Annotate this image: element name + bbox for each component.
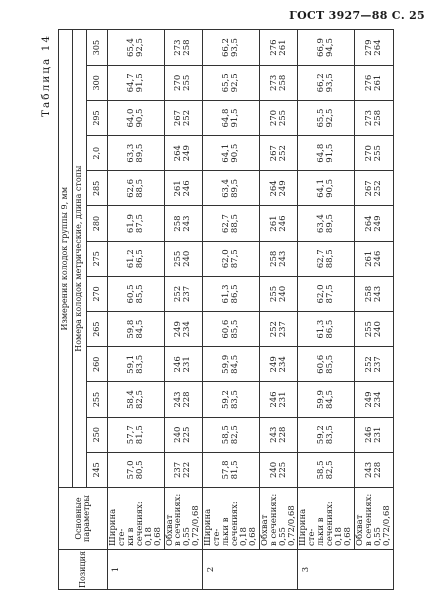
value: 225 — [182, 426, 193, 443]
table-row — [259, 30, 298, 590]
value-cell — [298, 347, 355, 382]
value: 84,5 — [229, 354, 240, 374]
value: 276 — [363, 74, 374, 91]
value: 62,7 — [316, 249, 327, 269]
value-cell — [298, 417, 355, 452]
value-cell — [164, 206, 203, 241]
param-line: 0,68 — [343, 527, 354, 546]
value-cell — [259, 417, 298, 452]
value-cell — [354, 30, 393, 65]
value: 255 — [173, 250, 184, 267]
value: 261 — [372, 74, 383, 91]
value: 92,5 — [325, 108, 336, 128]
param-line: Ширина сте- — [298, 508, 318, 546]
value: 63,4 — [316, 214, 327, 234]
value: 270 — [363, 145, 374, 162]
value-cell — [164, 312, 203, 347]
param-line: льки в сечениях: — [316, 501, 336, 546]
page-header: ГОСТ 3927—88 С. 25 — [289, 9, 425, 22]
value: 83,5 — [134, 354, 145, 374]
size-header: 300 — [87, 65, 108, 100]
value: 64,8 — [316, 143, 327, 163]
value: 240 — [268, 461, 279, 479]
value-cell — [164, 452, 203, 487]
value-cell — [298, 206, 355, 241]
value: 246 — [363, 426, 374, 443]
value: 90,5 — [325, 178, 336, 198]
value: 246 — [372, 250, 383, 267]
size-header: 275 — [87, 241, 108, 276]
value-cell — [164, 241, 203, 276]
param-line: 0,55 — [182, 527, 193, 546]
value: 63,4 — [221, 178, 232, 198]
value: 249 — [268, 356, 279, 373]
value-cell — [203, 171, 260, 206]
value-cell — [203, 136, 260, 171]
value-cell — [259, 206, 298, 241]
value: 243 — [277, 250, 288, 267]
value-cell — [203, 30, 260, 65]
value: 61,3 — [316, 319, 327, 339]
value-cell — [203, 347, 260, 382]
rotated-table-area — [40, 30, 392, 590]
param-line: 0,72/0,68 — [381, 505, 392, 546]
param-cell — [259, 488, 298, 550]
col-item-header: Позиция — [59, 550, 108, 590]
value: 87,5 — [229, 249, 240, 269]
value: 84,5 — [134, 319, 145, 339]
value: 86,5 — [134, 249, 145, 269]
value: 264 — [363, 215, 374, 232]
item-number: 1 — [108, 550, 203, 590]
value: 64,0 — [125, 108, 136, 128]
value: 57,7 — [125, 425, 136, 445]
value-cell — [108, 206, 165, 241]
value: 89,5 — [229, 178, 240, 198]
value-cell — [354, 136, 393, 171]
value: 252 — [182, 109, 193, 127]
param-cell — [108, 488, 165, 550]
value: 82,5 — [134, 390, 145, 409]
value-cell — [164, 276, 203, 311]
value: 234 — [372, 391, 383, 408]
value: 83,5 — [229, 390, 240, 409]
value: 89,5 — [325, 214, 336, 234]
value-cell — [108, 276, 165, 311]
value: 65,5 — [316, 108, 327, 128]
value: 85,5 — [325, 354, 336, 374]
value: 243 — [268, 426, 279, 443]
param-line: 0,68 — [152, 527, 163, 546]
value-cell — [164, 347, 203, 382]
value: 225 — [277, 461, 288, 479]
value: 59,8 — [125, 319, 136, 339]
param-line: Обхват — [164, 514, 175, 546]
value: 90,5 — [229, 143, 240, 163]
value-cell — [259, 30, 298, 65]
param-line: 0,55 — [372, 527, 383, 546]
value: 249 — [372, 215, 383, 232]
value-cell — [259, 65, 298, 100]
data-table — [58, 29, 394, 590]
value: 279 — [363, 39, 374, 56]
param-cell — [354, 488, 393, 550]
value-cell — [164, 30, 203, 65]
value-cell — [164, 417, 203, 452]
value-cell — [203, 65, 260, 100]
value: 243 — [182, 215, 193, 232]
value: 82,5 — [325, 460, 336, 480]
value: 66,2 — [221, 38, 232, 58]
value: 58,5 — [221, 425, 232, 445]
value: 92,5 — [229, 73, 240, 93]
value: 64,8 — [221, 108, 232, 128]
value-cell — [259, 382, 298, 417]
size-header: 250 — [87, 417, 108, 452]
value-cell — [298, 312, 355, 347]
value: 59,2 — [316, 425, 327, 445]
value-cell — [203, 241, 260, 276]
value-cell — [259, 452, 298, 487]
value-cell — [108, 100, 165, 135]
value: 82,5 — [229, 425, 240, 445]
value: 66,2 — [316, 73, 327, 93]
value: 231 — [277, 391, 288, 408]
value: 252 — [363, 356, 374, 373]
item-number: 3 — [298, 550, 393, 590]
value-cell — [108, 382, 165, 417]
value-cell — [203, 452, 260, 487]
value-cell — [298, 241, 355, 276]
value: 61,3 — [221, 284, 232, 304]
value: 255 — [363, 321, 374, 338]
value-cell — [354, 100, 393, 135]
value: 243 — [372, 285, 383, 303]
param-line: в сечениях: — [268, 493, 279, 546]
value: 261 — [363, 250, 374, 267]
value: 273 — [363, 109, 374, 127]
param-line: 0,72/0,68 — [191, 505, 202, 546]
value: 61,9 — [125, 214, 136, 234]
value: 91,5 — [134, 73, 145, 93]
value: 252 — [372, 180, 383, 197]
value: 252 — [277, 145, 288, 162]
value: 273 — [173, 39, 184, 56]
value: 59,9 — [316, 390, 327, 409]
param-line: 0,55 — [277, 527, 288, 546]
value-cell — [354, 312, 393, 347]
value: 92,5 — [134, 38, 145, 58]
value: 228 — [182, 391, 193, 408]
value: 276 — [268, 39, 279, 56]
value-cell — [203, 100, 260, 135]
table-row — [108, 30, 165, 590]
value: 64,1 — [221, 143, 232, 163]
value: 87,5 — [325, 284, 336, 304]
param-line: 0,18 — [143, 527, 154, 546]
value: 86,5 — [229, 284, 240, 304]
param-cell — [298, 488, 355, 550]
value: 84,5 — [325, 390, 336, 409]
param-line: Ширина сте- — [108, 508, 127, 546]
value: 252 — [173, 285, 184, 303]
value: 57,0 — [125, 460, 136, 480]
value-cell — [298, 276, 355, 311]
value-cell — [108, 171, 165, 206]
value-cell — [298, 382, 355, 417]
value: 258 — [363, 285, 374, 303]
param-line: 0,68 — [247, 527, 258, 546]
value: 249 — [182, 145, 193, 162]
param-line: Обхват — [259, 514, 270, 546]
value: 87,5 — [134, 214, 145, 234]
value-cell — [354, 347, 393, 382]
value: 91,5 — [229, 108, 240, 128]
value: 246 — [182, 180, 193, 197]
value-cell — [108, 241, 165, 276]
value: 63,3 — [125, 143, 136, 163]
value-cell — [108, 452, 165, 487]
value: 228 — [372, 461, 383, 479]
param-line: ки в сечениях: — [125, 501, 145, 546]
value: 258 — [268, 250, 279, 267]
value: 59,2 — [221, 390, 232, 409]
value: 62,0 — [221, 249, 232, 269]
size-header: 285 — [87, 171, 108, 206]
value: 258 — [372, 109, 383, 127]
value: 61,2 — [125, 249, 136, 269]
value: 64,7 — [125, 73, 136, 93]
value: 264 — [372, 39, 383, 56]
value: 240 — [173, 426, 184, 443]
table-body — [108, 30, 394, 590]
value: 62,7 — [221, 214, 232, 234]
value: 66,9 — [316, 38, 327, 58]
value: 89,5 — [134, 143, 145, 163]
value-cell — [164, 382, 203, 417]
param-line: льки в сечениях: — [221, 501, 240, 546]
value: 255 — [182, 74, 193, 91]
value: 83,5 — [325, 425, 336, 445]
param-line: в сечениях: — [173, 493, 184, 546]
value: 58,5 — [316, 460, 327, 480]
value-cell — [259, 347, 298, 382]
value-cell — [298, 452, 355, 487]
value: 273 — [268, 74, 279, 91]
value-cell — [298, 171, 355, 206]
value-cell — [259, 241, 298, 276]
group-super-header: Измерения колодок группы 9, мм — [59, 30, 73, 488]
value-cell — [354, 276, 393, 311]
value: 93,5 — [325, 73, 336, 93]
table-row — [354, 30, 393, 590]
value: 249 — [363, 391, 374, 408]
value-cell — [354, 171, 393, 206]
value-cell — [108, 65, 165, 100]
value: 65,5 — [221, 73, 232, 93]
table-row — [164, 30, 203, 590]
value: 60,6 — [221, 319, 232, 339]
value: 258 — [173, 215, 184, 232]
param-line: 0,18 — [238, 527, 249, 546]
value: 270 — [268, 109, 279, 127]
param-line: Обхват — [354, 514, 365, 546]
value-cell — [164, 136, 203, 171]
value: 252 — [268, 321, 279, 338]
value: 234 — [277, 356, 288, 373]
value: 85,5 — [134, 284, 145, 304]
col-param-header: Основные параметры — [59, 488, 108, 550]
value: 237 — [173, 461, 184, 479]
value-cell — [354, 417, 393, 452]
value-cell — [108, 136, 165, 171]
table-caption: Таблица 14 — [40, 34, 52, 117]
value-cell — [108, 30, 165, 65]
value: 231 — [372, 426, 383, 443]
value: 231 — [182, 356, 193, 373]
value: 267 — [363, 180, 374, 197]
size-header: 280 — [87, 206, 108, 241]
value: 93,5 — [229, 38, 240, 58]
value: 246 — [173, 356, 184, 373]
value: 59,9 — [221, 354, 232, 374]
value: 267 — [268, 145, 279, 162]
value-cell — [354, 382, 393, 417]
param-cell — [164, 488, 203, 550]
value: 261 — [268, 215, 279, 232]
value-cell — [354, 241, 393, 276]
value: 59,1 — [125, 354, 136, 374]
value: 91,5 — [325, 143, 336, 163]
value: 81,5 — [134, 425, 145, 445]
value-cell — [164, 171, 203, 206]
value: 58,4 — [125, 390, 136, 409]
value-cell — [354, 65, 393, 100]
group-title-header: Номера колодок метрические, длина стопы — [73, 30, 87, 488]
value: 264 — [173, 145, 184, 162]
value-cell — [259, 171, 298, 206]
value: 85,5 — [229, 319, 240, 339]
value: 234 — [182, 321, 193, 338]
value: 270 — [173, 74, 184, 91]
value: 80,5 — [134, 460, 145, 480]
value: 237 — [182, 285, 193, 303]
value: 86,5 — [325, 319, 336, 339]
item-number: 2 — [203, 550, 298, 590]
value: 264 — [268, 180, 279, 197]
table-row — [203, 30, 260, 590]
value-cell — [298, 30, 355, 65]
value: 261 — [173, 180, 184, 197]
value: 228 — [277, 426, 288, 443]
value-cell — [108, 312, 165, 347]
value: 243 — [363, 461, 374, 479]
value: 60,6 — [316, 354, 327, 374]
value-cell — [354, 452, 393, 487]
size-header: 260 — [87, 347, 108, 382]
size-header: 2,0 — [87, 136, 108, 171]
value: 237 — [277, 321, 288, 338]
value-cell — [298, 136, 355, 171]
value: 246 — [277, 215, 288, 232]
value-cell — [298, 65, 355, 100]
value: 246 — [268, 391, 279, 408]
value: 243 — [173, 391, 184, 408]
value-cell — [203, 382, 260, 417]
value: 64,1 — [316, 178, 327, 198]
value-cell — [354, 206, 393, 241]
param-line: 0,72/0,68 — [286, 505, 297, 546]
value: 255 — [277, 109, 288, 127]
value-cell — [164, 65, 203, 100]
value: 62,0 — [316, 284, 327, 304]
value: 237 — [372, 356, 383, 373]
value-cell — [203, 312, 260, 347]
value-cell — [164, 100, 203, 135]
value: 258 — [182, 39, 193, 56]
value: 240 — [182, 250, 193, 267]
value: 261 — [277, 39, 288, 56]
value: 94,5 — [325, 38, 336, 58]
size-header: 305 — [87, 30, 108, 65]
value: 255 — [372, 145, 383, 162]
value: 81,5 — [229, 460, 240, 480]
value-cell — [203, 276, 260, 311]
value-cell — [203, 417, 260, 452]
value: 249 — [173, 321, 184, 338]
value-cell — [203, 206, 260, 241]
param-cell — [203, 488, 260, 550]
param-line: Ширина сте- — [203, 508, 223, 546]
value-cell — [108, 347, 165, 382]
value-cell — [259, 100, 298, 135]
value: 88,5 — [134, 178, 145, 198]
value-cell — [108, 417, 165, 452]
value: 240 — [372, 321, 383, 338]
value-cell — [298, 100, 355, 135]
value: 62,6 — [125, 178, 136, 198]
value: 249 — [277, 180, 288, 197]
size-header: 265 — [87, 312, 108, 347]
param-line: 0,18 — [334, 527, 345, 546]
value: 88,5 — [229, 214, 240, 234]
value: 90,5 — [134, 108, 145, 128]
value: 258 — [277, 74, 288, 91]
value: 60,5 — [125, 284, 136, 304]
size-header: 255 — [87, 382, 108, 417]
value-cell — [259, 276, 298, 311]
value-cell — [259, 312, 298, 347]
value: 88,5 — [325, 249, 336, 269]
size-header: 295 — [87, 100, 108, 135]
param-line: в сечениях: — [363, 493, 374, 546]
value: 222 — [182, 461, 193, 479]
value: 65,4 — [125, 38, 136, 58]
size-header: 270 — [87, 276, 108, 311]
value: 57,8 — [221, 460, 232, 480]
size-header: 245 — [87, 452, 108, 487]
value: 240 — [277, 285, 288, 303]
value-cell — [259, 136, 298, 171]
value: 255 — [268, 285, 279, 303]
value: 267 — [173, 109, 184, 127]
table-row — [298, 30, 355, 590]
